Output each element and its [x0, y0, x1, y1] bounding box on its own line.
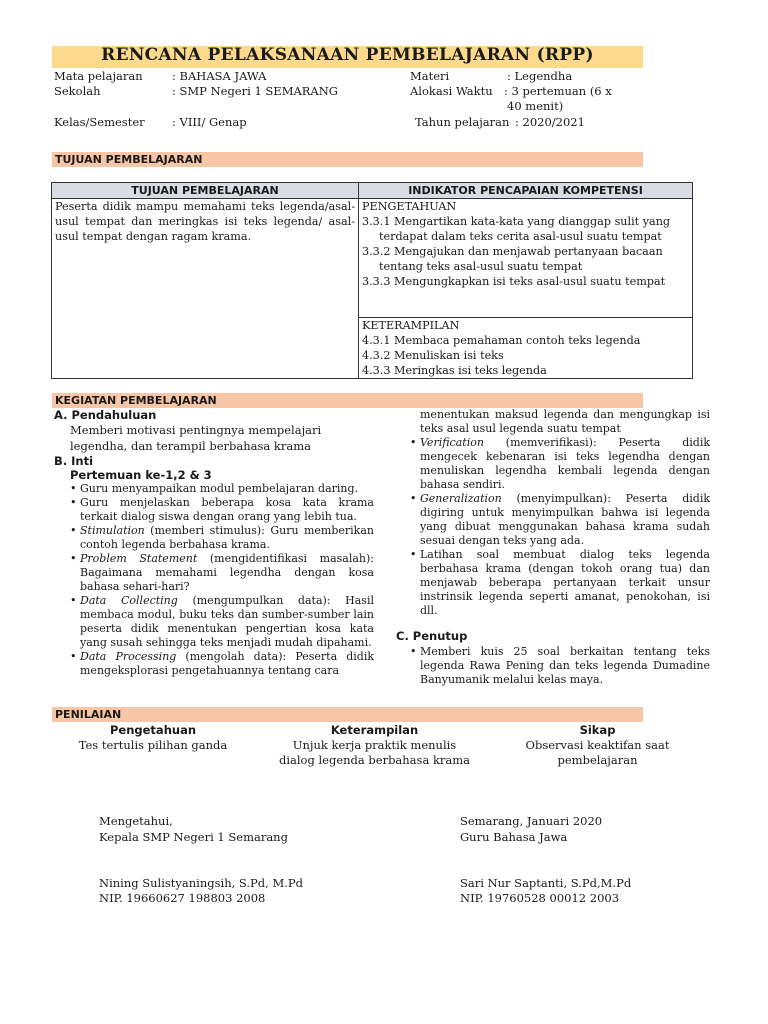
tujuan-section-bar [52, 152, 643, 167]
pertemuan-heading: Pertemuan ke-1,2 & 3 [70, 468, 212, 482]
sig-left-nip: NIP. 19660627 198803 2008 [99, 891, 266, 905]
kelas-label: Kelas/Semester [54, 115, 145, 129]
materi-value: : Legendha [507, 69, 573, 83]
list-item-term: Problem Statement [80, 552, 198, 565]
keterampilan-item: 4.3.3 Meringkas isi teks legenda [362, 364, 547, 377]
list-item-term: Verification [420, 436, 484, 449]
tujuan-table [51, 182, 693, 379]
alokasi-value-cont: 40 menit) [507, 99, 564, 113]
sig-left-name: Nining Sulistyaningsih, S.Pd, M.Pd [99, 876, 303, 890]
sig-right-nip: NIP. 19760528 00012 2003 [460, 891, 620, 905]
sig-left-line1: Mengetahui, [99, 814, 173, 828]
list-item-text: Latihan soal membuat dialog teks legenda berbahasa krama (dengan tokoh orang tua) dan menjawab beberapa pertanyaan terkait unsur instrinsik legenda seperti amanat, penokohan, isi dll. [420, 548, 710, 617]
pengetahuan-cell [359, 199, 693, 318]
penilaian-pengetahuan [58, 723, 248, 753]
pengetahuan-head: Pengetahuan [109, 723, 197, 737]
inti-heading: B. Inti [54, 454, 94, 468]
list-item: • Guru menyampaikan modul pembelajaran daring. [70, 482, 359, 495]
sig-right-line1: Semarang, Januari 2020 [460, 814, 603, 828]
keterampilan-text: dialog legenda berbahasa krama [278, 753, 471, 767]
sekolah-value: : SMP Negeri 1 SEMARANG [172, 84, 338, 98]
list-item: • Data Processing (mengolah data): Peserta didik mengeksplorasi pengetahuannya tentang cara [70, 650, 375, 677]
list-item: • Verification (memverifikasi): Peserta didik mengecek kebenaran isi teks legendha dengan menuliskan legendha kembali legenda dengan bahasa sendiri. [410, 436, 710, 491]
penilaian-section-label: PENILAIAN [55, 708, 122, 721]
tujuan-cell [52, 199, 359, 379]
mapel-label: Mata pelajaran [54, 69, 143, 83]
kelas-value: : VIII/ Genap [172, 115, 247, 129]
list-item-text: (mengidentifikasi masalah): Bagaimana memahami legendha dengan kosa bahasa sehari-hari? [80, 552, 374, 593]
list-item: • Problem Statement (mengidentifikasi masalah): Bagaimana memahami legendha dengan kosa bahasa sehari-hari? [70, 552, 374, 593]
penilaian-keterampilan [262, 723, 487, 768]
pengetahuan-item: 3.3.2 Mengajukan dan menjawab pertanyaan bacaan tentang teks asal-usul suatu tempat [362, 245, 663, 273]
sekolah-label: Sekolah [54, 84, 101, 98]
keterampilan-item: 4.3.2 Menuliskan isi teks [362, 349, 504, 362]
pengetahuan-text: Tes tertulis pilihan ganda [78, 738, 228, 752]
list-item-text: (menyimpulkan): Peserta didik digiring untuk menyimpulkan bahwa isi legenda yang dibuat menggunakan bahasa krama sudah sesuai dengan teks yang ada. [420, 492, 710, 547]
keterampilan-label: KETERAMPILAN [362, 319, 460, 332]
page-title: RENCANA PELAKSANAAN PEMBELAJARAN (RPP) [101, 45, 594, 65]
sikap-text: Observasi keaktifan saat [525, 738, 670, 752]
list-item-text: (memverifikasi): Peserta didik mengecek kebenaran isi teks legendha dengan menuliskan legendha kembali legenda dengan bahasa sendiri. [420, 436, 710, 491]
pengetahuan-item: 3.3.3 Mengungkapkan isi teks asal-usul suatu tempat [362, 275, 666, 288]
list-item-text: Guru menyampaikan modul pembelajaran daring. [80, 482, 359, 495]
materi-label: Materi [410, 69, 450, 83]
alokasi-label: Alokasi Waktu [410, 84, 493, 98]
pendahuluan-heading: A. Pendahuluan [54, 408, 157, 422]
sig-left-line2: Kepala SMP Negeri 1 Semarang [99, 830, 288, 844]
list-item-text: Memberi kuis 25 soal berkaitan tentang teks legenda Rawa Pening dan teks legenda Dumadine Banyumanik melalui kelas maya. [420, 645, 710, 686]
sikap-text: pembelajaran [557, 753, 638, 767]
list-item: • Memberi kuis 25 soal berkaitan tentang teks legenda Rawa Pening dan teks legenda Dumadine Banyumanik melalui kelas maya. [410, 645, 710, 686]
list-item: • Stimulation (memberi stimulus): Guru memberikan contoh legenda berbahasa krama. [70, 524, 374, 551]
list-item-term: Data Collecting [80, 594, 178, 607]
list-item-continued: menentukan maksud legenda dan mengungkap isi teks asal usul legenda suatu tempat [420, 408, 710, 435]
kegiatan-section-label: KEGIATAN PEMBELAJARAN [55, 394, 217, 407]
list-item-term: Data Processing [80, 650, 177, 663]
list-item: • Latihan soal membuat dialog teks legenda berbahasa krama (dengan tokoh orang tua) dan menjawab beberapa pertanyaan terkait unsur instrinsik legenda seperti amanat, penokohan, isi dll. [410, 548, 710, 617]
kegiatan-section-bar [52, 393, 643, 408]
tujuan-section-label: TUJUAN PEMBELAJARAN [55, 153, 203, 166]
penilaian-sikap [505, 723, 690, 768]
list-item-text: Guru menjelaskan beberapa kosa kata krama terkait dialog siswa dengan orang yang lebih tua. [80, 496, 374, 523]
sikap-head: Sikap [579, 723, 616, 737]
sig-right-line2: Guru Bahasa Jawa [460, 830, 568, 844]
keterampilan-head: Keterampilan [330, 723, 419, 737]
mapel-value: : BAHASA JAWA [172, 69, 267, 83]
kegiatan-left-column [54, 408, 374, 678]
alokasi-value: : 3 pertemuan (6 x [504, 84, 612, 98]
list-item-text: (mengumpulkan data): Hasil membaca modul, buku teks dan sumber-sumber lain peserta didik menentukan pengertian kosa kata yang susah sehingga teks menjadi mudah dipahami. [80, 594, 374, 649]
tahun-value: : 2020/2021 [515, 115, 585, 129]
keterampilan-cell [359, 318, 693, 379]
pengetahuan-label: PENGETAHUAN [362, 200, 457, 213]
tujuan-text: Peserta didik mampu memahami teks legenda/asal-usul tempat dan meringkas isi teks legenda/ asal-usul tempat dengan ragam krama. [55, 200, 355, 243]
list-item: • Guru menjelaskan beberapa kosa kata krama terkait dialog siswa dengan orang yang lebih tua. [70, 496, 374, 523]
sig-right-name: Sari Nur Saptanti, S.Pd,M.Pd [460, 876, 632, 890]
tahun-label: Tahun pelajaran [415, 115, 510, 129]
kegiatan-right-column [410, 408, 710, 618]
pendahuluan-text: Memberi motivasi pentingnya mempelajari legendha, dan terampil berbahasa krama [70, 423, 322, 453]
list-item-text: (mengolah data): Peserta didik mengeksplorasi pengetahuannya tentang cara [80, 650, 375, 677]
penilaian-section-bar [52, 707, 643, 722]
list-item: • Data Collecting (mengumpulkan data): Hasil membaca modul, buku teks dan sumber-sumber lain peserta didik menentukan pengertian kosa kata yang susah sehingga teks menjadi mudah dipahami. [70, 594, 374, 649]
pengetahuan-item: 3.3.1 Mengartikan kata-kata yang dianggap sulit yang terdapat dalam teks cerita asal-usul suatu tempat [362, 215, 671, 243]
penutup-heading: C. Penutup [396, 629, 468, 643]
keterampilan-item: 4.3.1 Membaca pemahaman contoh teks legenda [362, 334, 641, 347]
list-item-text: (memberi stimulus): Guru memberikan contoh legenda berbahasa krama. [80, 524, 374, 551]
indikator-col-header: INDIKATOR PENCAPAIAN KOMPETENSI [359, 183, 693, 199]
tujuan-col-header: TUJUAN PEMBELAJARAN [52, 183, 359, 199]
keterampilan-text: Unjuk kerja praktik menulis [292, 738, 457, 752]
penutup-list [410, 645, 710, 687]
list-item-term: Generalization [420, 492, 502, 505]
list-item: • Generalization (menyimpulkan): Peserta didik digiring untuk menyimpulkan bahwa isi legenda yang dibuat menggunakan bahasa krama sudah sesuai dengan teks yang ada. [410, 492, 710, 547]
list-item-term: Stimulation [80, 524, 145, 537]
